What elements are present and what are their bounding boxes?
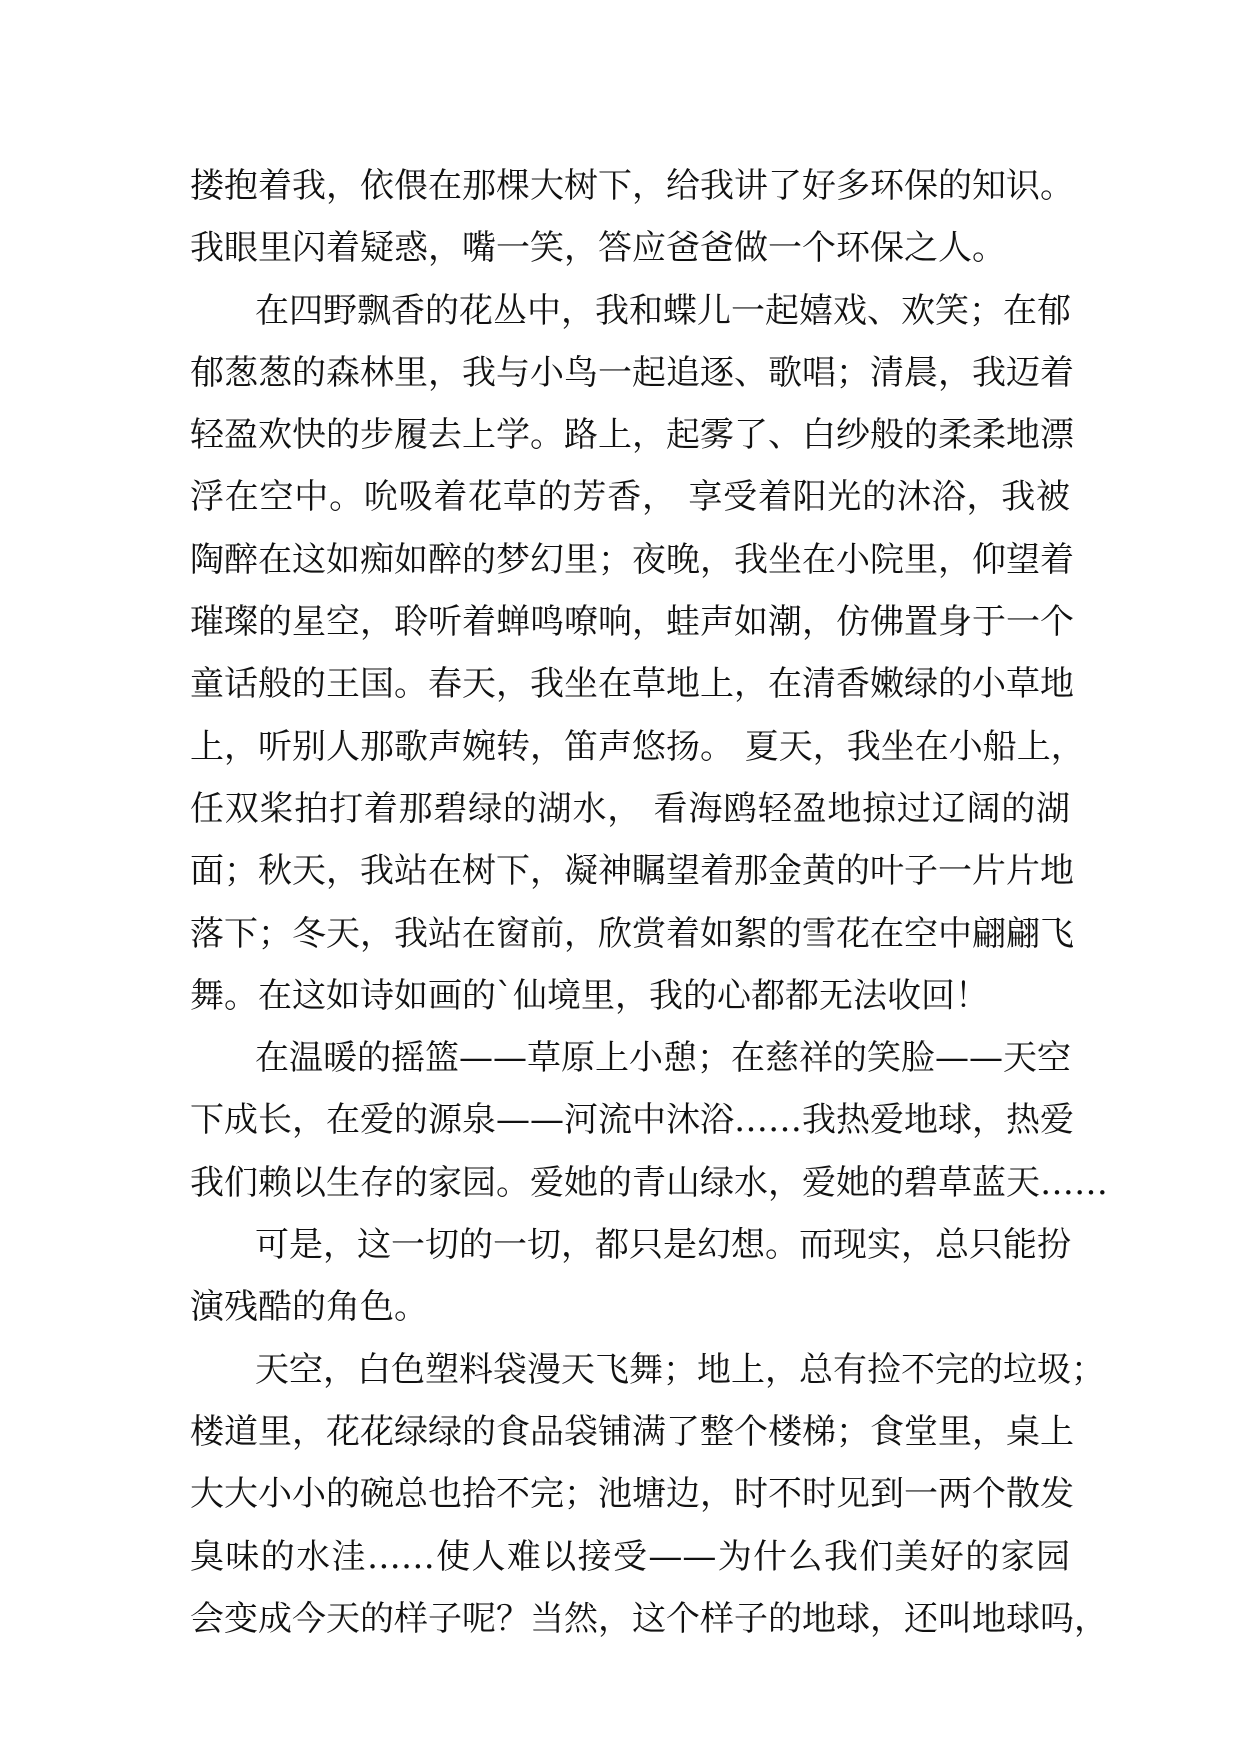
text-line: 在四野飘香的花丛中，我和蝶儿一起嬉戏、欢笑；在郁 <box>255 290 1071 331</box>
text-line: 璀璨的星空，聆听着蝉鸣嘹响，蛙声如潮，仿佛置身于一个 <box>190 602 1074 643</box>
text-line: 演残酷的角色。 <box>190 1287 428 1328</box>
text-line: 童话般的王国。春天，我坐在草地上，在清香嫩绿的小草地 <box>190 664 1074 705</box>
text-line: 楼道里，花花绿绿的食品袋铺满了整个楼梯；食堂里，桌上 <box>190 1411 1074 1452</box>
text-line: 下成长，在爱的源泉——河流中沐浴……我热爱地球，热爱 <box>190 1100 1074 1141</box>
text-line: 搂抱着我，依偎在那棵大树下，给我讲了好多环保的知识。 <box>190 166 1074 206</box>
text-line: 郁葱葱的森林里，我与小鸟一起追逐、歌唱；清晨，我迈着 <box>190 352 1074 393</box>
text-line: 轻盈欢快的步履去上学。路上，起雾了、白纱般的柔柔地漂 <box>190 415 1074 456</box>
text-line: 任双桨拍打着那碧绿的湖水， 看海鸥轻盈地掠过辽阔的湖 <box>190 788 1070 829</box>
text-line: 大大小小的碗总也拾不完；池塘边，时不时见到一两个散发 <box>190 1474 1074 1515</box>
document-page <box>190 155 1108 1650</box>
text-line: 落下；冬天，我站在窗前，欣赏着如絮的雪花在空中翩翩飞 <box>190 913 1074 954</box>
text-line: 可是，这一切的一切，都只是幻想。而现实，总只能扮 <box>255 1225 1071 1266</box>
text-line: 我眼里闪着疑惑，嘴一笑，答应爸爸做一个环保之人。 <box>190 228 1006 269</box>
text-line: 会变成今天的样子呢？当然，这个样子的地球，还叫地球吗， <box>190 1598 1108 1639</box>
text-line: 面；秋天，我站在树下，凝神瞩望着那金黄的叶子一片片地 <box>190 851 1074 892</box>
text-line: 上，听别人那歌声婉转，笛声悠扬。 夏天，我坐在小船上， <box>190 726 1085 767</box>
text-line: 臭味的水洼……使人难以接受——为什么我们美好的家园 <box>190 1536 1070 1577</box>
text-line: 舞。在这如诗如画的`仙境里，我的心都都无法收回！ <box>190 975 989 1016</box>
text-line: 浮在空中。吮吸着花草的芳香， 享受着阳光的沐浴，我被 <box>190 477 1070 518</box>
text-line: 在温暖的摇篮——草原上小憩；在慈祥的笑脸——天空 <box>255 1038 1071 1079</box>
text-line: 陶醉在这如痴如醉的梦幻里；夜晚，我坐在小院里，仰望着 <box>190 539 1074 580</box>
text-line: 我们赖以生存的家园。爱她的青山绿水，爱她的碧草蓝天…… <box>190 1162 1108 1203</box>
text-line: 天空，白色塑料袋漫天飞舞；地上，总有捡不完的垃圾； <box>255 1349 1105 1390</box>
